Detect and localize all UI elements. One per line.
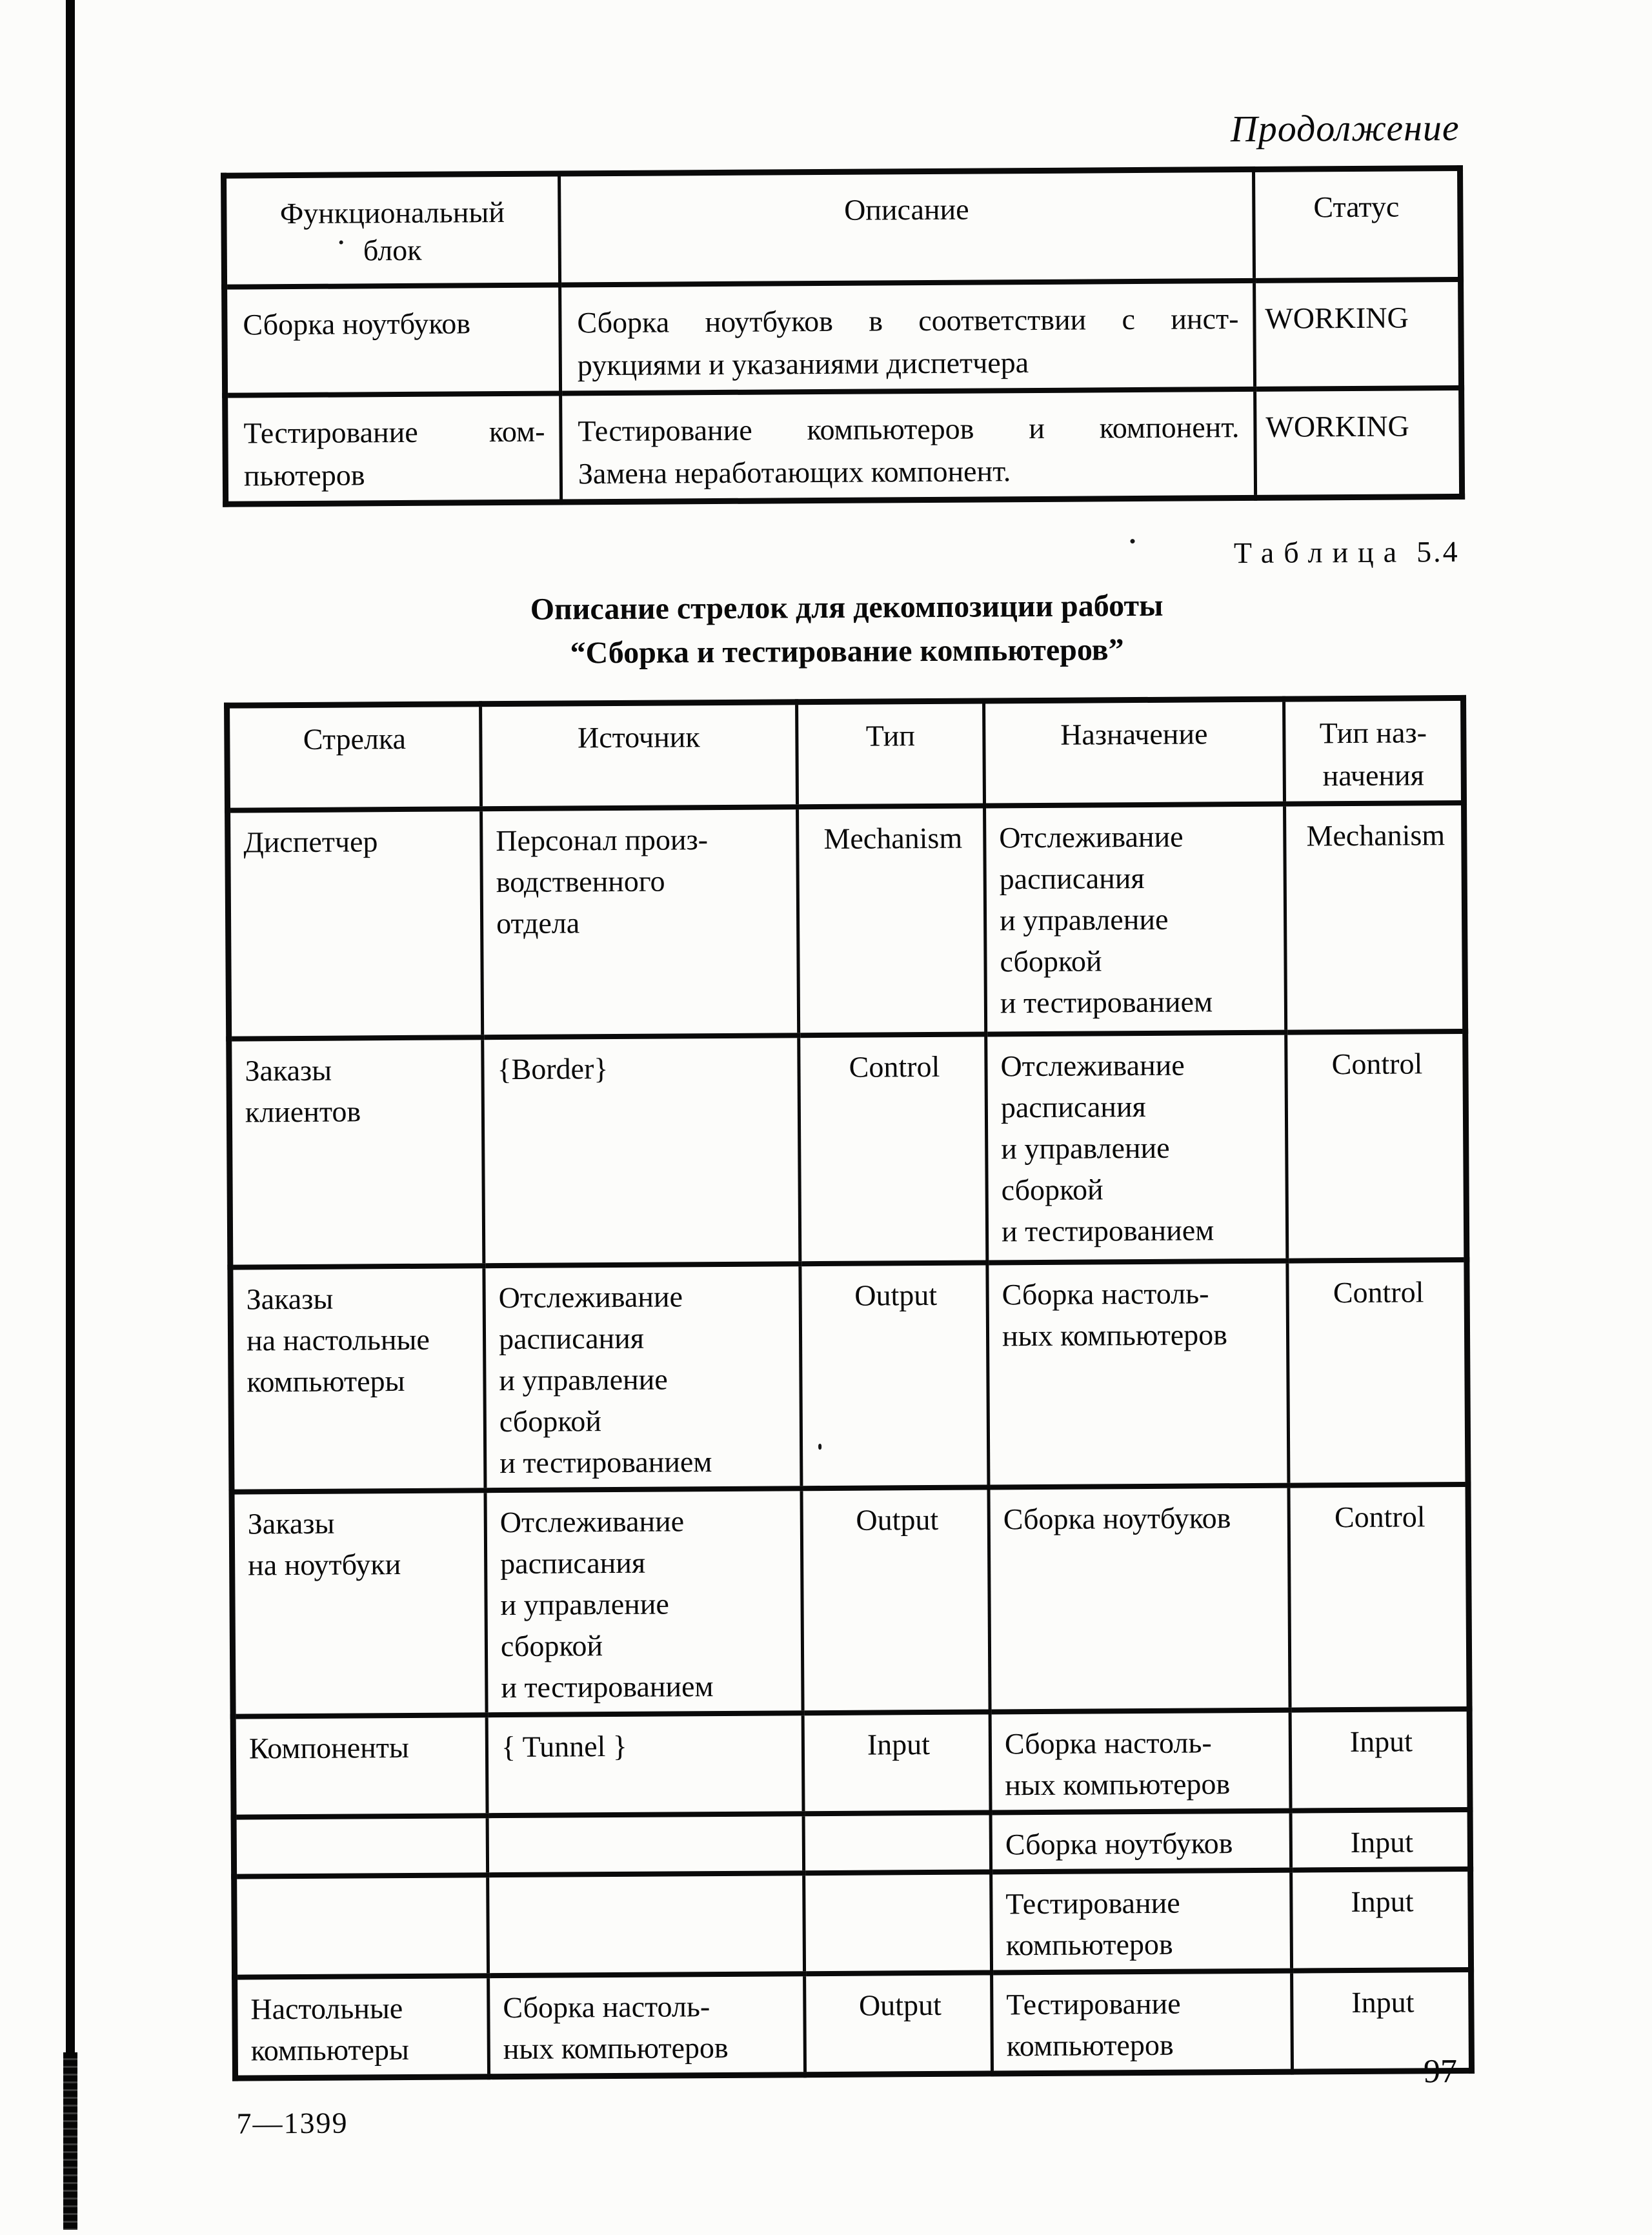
table-cell <box>234 1875 489 1977</box>
t2-header-type: Тип <box>797 701 985 807</box>
table-title-line2: “Сборка и тестирование компьютеров” <box>570 632 1124 671</box>
t2-header-destination: Назначение <box>984 699 1285 805</box>
scan-speck <box>1131 539 1135 543</box>
table-cell: Сборка ноутбуков <box>991 1811 1291 1872</box>
table-cell: Output <box>800 1262 989 1488</box>
table-row <box>232 1484 1469 1717</box>
table-cell: Control <box>1289 1484 1469 1710</box>
table-cell: {Border} <box>483 1035 800 1266</box>
table-cell: Input <box>1291 1869 1471 1971</box>
table-cell: Отслеживание расписания и управление сборкой и тестированием <box>484 1264 801 1490</box>
table-cell: Сборка настоль- ных компьютеров <box>987 1261 1289 1488</box>
table-row <box>234 1810 1471 1877</box>
table-caption-label: Таблица <box>1233 535 1407 570</box>
table-header-row <box>224 168 1461 287</box>
arrows-description-table <box>224 695 1475 2081</box>
table-cell: Сборка настоль- ных компьютеров <box>489 1974 805 2076</box>
table-cell: Диспетчер <box>228 809 483 1038</box>
table-row <box>233 1709 1470 1817</box>
table-cell: Заказы клиентов <box>229 1037 484 1267</box>
scan-speck <box>339 241 343 245</box>
table-cell: Тестирование компьютеров и компонент. Замена неработающих компонент. <box>561 389 1256 501</box>
table-cell: Input <box>1292 1970 1472 2072</box>
scan-speck <box>818 1444 821 1450</box>
table-cell: Заказы на ноутбуки <box>232 1490 487 1716</box>
table-cell: Input <box>1290 1709 1470 1811</box>
t1-header-functional-block: Функциональный блок <box>224 174 560 287</box>
table-cell: Отслеживание расписания и управление сборкой и тестированием <box>986 1033 1287 1263</box>
table-cell: Отслеживание расписания и управление сборкой и тестированием <box>485 1488 803 1715</box>
t2-header-destination-type: Тип наз- начения <box>1284 698 1464 804</box>
table-cell <box>234 1815 488 1876</box>
table-cell: Output <box>805 1972 992 2074</box>
status-value: WORKING <box>1255 387 1462 497</box>
table-row <box>228 803 1466 1039</box>
table-cell: Сборка настоль- ных компьютеров <box>990 1710 1291 1813</box>
table-row <box>235 1970 1472 2078</box>
table-cell: Mechanism <box>1285 803 1466 1033</box>
table-cell: Сборка ноутбуков <box>989 1486 1290 1712</box>
table-cell: Control <box>799 1034 987 1264</box>
table-cell: Тестирование ком- пьютеров <box>225 393 561 504</box>
table-cell: Настольные компьютеры <box>235 1976 489 2078</box>
table-row <box>230 1260 1468 1492</box>
table-cell <box>803 1812 991 1873</box>
table-cell: Сборка ноутбуков в соответствии с инст- рукциями и указаниями диспетчера <box>560 280 1255 393</box>
table-cell <box>488 1873 805 1976</box>
table-header-row <box>227 698 1464 810</box>
table-cell: { Tunnel } <box>487 1713 803 1815</box>
status-value: WORKING <box>1254 279 1462 389</box>
table-cell: Сборка ноутбуков <box>225 285 561 395</box>
t1-header-description: Описание <box>559 169 1254 285</box>
table-cell: Control <box>1286 1031 1467 1261</box>
table-cell: Заказы на настольные компьютеры <box>230 1266 485 1492</box>
table-cell: Компоненты <box>233 1715 487 1817</box>
functional-blocks-table <box>221 165 1465 507</box>
table-cell: Control <box>1287 1260 1468 1486</box>
table-title <box>228 582 1466 678</box>
table-cell: Отслеживание расписания и управление сборкой и тестированием <box>985 804 1286 1035</box>
table-cell: Тестирование компьютеров <box>991 1870 1292 1973</box>
table-caption-number: 5.4 <box>1416 534 1460 569</box>
table-cell: Тестирование компьютеров <box>992 1971 1293 2074</box>
table-cell <box>487 1814 804 1875</box>
t2-header-source: Источник <box>481 702 798 809</box>
page-number: 97 <box>1423 2053 1458 2090</box>
continuation-label: Продолжение <box>1230 106 1460 150</box>
table-cell: Mechanism <box>798 805 986 1035</box>
table-cell: Персонал произ- водственного отдела <box>481 807 799 1037</box>
table-cell <box>804 1872 992 1974</box>
table-row <box>229 1031 1467 1268</box>
table-cell: Output <box>801 1487 990 1713</box>
table-caption <box>1234 534 1460 570</box>
table-row <box>225 387 1462 503</box>
t1-header-status: Статус <box>1254 168 1461 280</box>
table-title-line1: Описание стрелок для декомпозиции работы <box>530 588 1163 627</box>
table-cell: Input <box>1291 1810 1471 1870</box>
table-row <box>225 279 1462 395</box>
table-cell: Input <box>803 1712 991 1814</box>
table-row <box>234 1869 1471 1977</box>
print-order-code: 7—1399 <box>236 2106 348 2140</box>
t2-header-arrow: Стрелка <box>227 704 481 811</box>
